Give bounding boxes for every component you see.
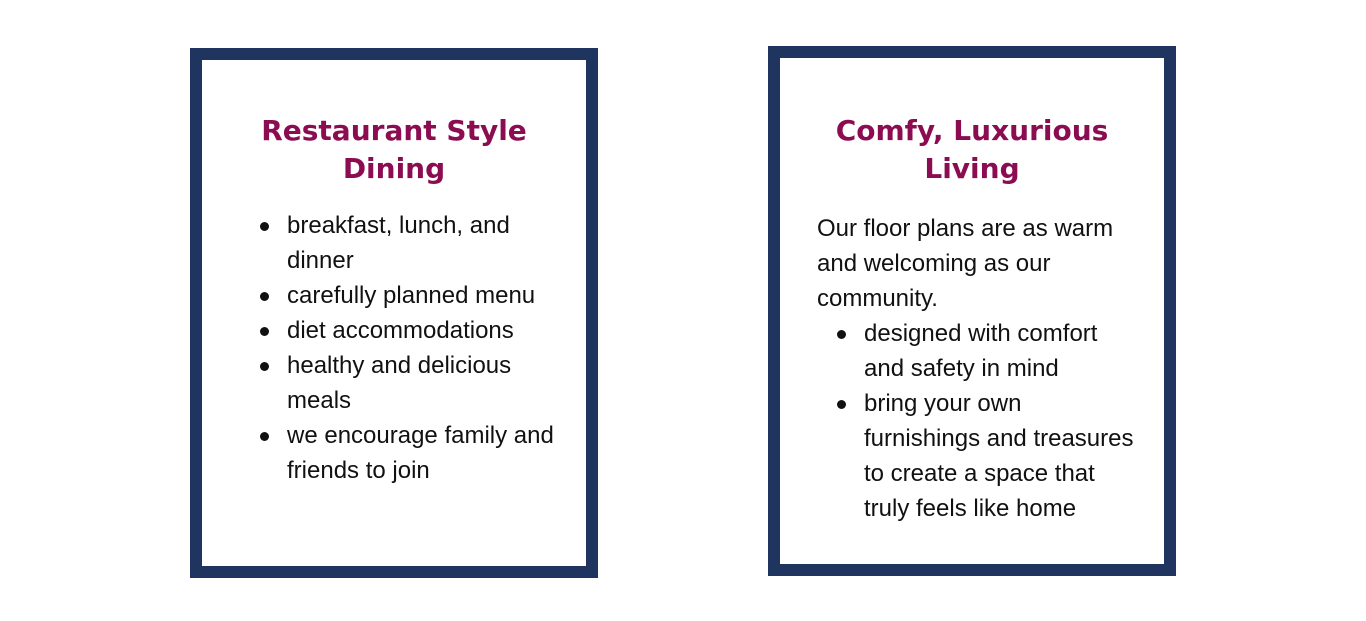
list-item [260, 313, 580, 348]
living-card [768, 46, 1176, 576]
list-item-text: bring your own furnishings and treasures to create a space that truly feels like home [864, 390, 1134, 522]
bullet-icon [260, 222, 269, 231]
list-item-text: carefully planned menu [287, 282, 536, 309]
dining-title-line-1: Restaurant Style [261, 114, 527, 147]
bullet-icon [260, 292, 269, 301]
dining-title-line-2: Dining [342, 152, 446, 185]
list-item [260, 208, 580, 278]
list-item-text: diet accommodations [287, 317, 514, 344]
dining-list-container [260, 208, 580, 488]
list-item [260, 348, 580, 418]
living-title-line-2: Living [924, 152, 1020, 185]
list-item-text: designed with comfort and safety in mind [864, 320, 1098, 382]
dining-card [190, 48, 598, 578]
living-card-title [780, 112, 1164, 188]
list-item-text: healthy and delicious meals [287, 352, 512, 414]
list-item [260, 278, 580, 313]
bullet-icon [260, 432, 269, 441]
living-title-line-1: Comfy, Luxurious [835, 114, 1109, 147]
dining-list [260, 208, 580, 488]
list-item [837, 386, 1137, 526]
list-item-text: we encourage family and friends to join [287, 422, 554, 484]
living-list-container [837, 316, 1137, 526]
living-list [837, 316, 1137, 526]
living-intro-text: Our floor plans are as warm and welcoming as our community. [817, 215, 1114, 312]
list-item [260, 418, 580, 488]
list-item-text: breakfast, lunch, and dinner [287, 212, 510, 274]
bullet-icon [260, 362, 269, 371]
bullet-icon [837, 400, 846, 409]
dining-card-title [202, 112, 586, 188]
bullet-icon [260, 327, 269, 336]
bullet-icon [837, 330, 846, 339]
list-item [837, 316, 1137, 386]
